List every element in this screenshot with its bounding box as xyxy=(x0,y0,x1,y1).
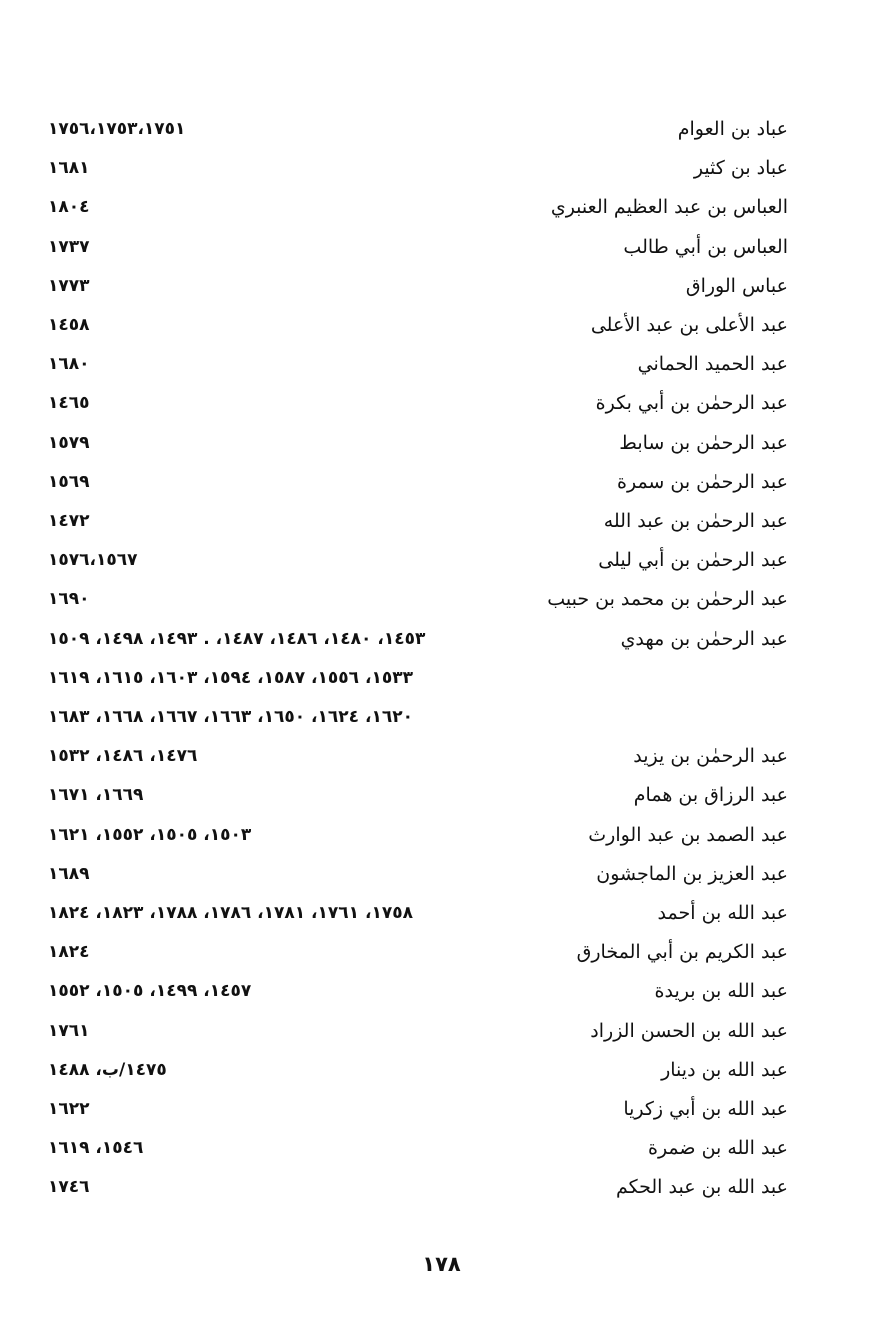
reference-numbers: ١٦٨٠ xyxy=(48,354,90,375)
entry-name: عباد بن كثير xyxy=(693,157,788,180)
entry-name: عبد الله بن الحسن الزراد xyxy=(590,1019,788,1042)
entry-name: عبد الرحمٰن بن عبد الله xyxy=(603,510,788,533)
index-entry xyxy=(48,933,788,972)
reference-numbers: ١٤٧٦، ١٤٨٦، ١٥٣٢ xyxy=(48,746,198,767)
reference-numbers: ١٦٦٩، ١٦٧١ xyxy=(48,785,144,806)
entry-name: عبد الرزاق بن همام xyxy=(633,784,788,807)
reference-numbers: ١٧٣٧ xyxy=(48,236,90,257)
entry-name: عبد الله بن عبد الحكم xyxy=(615,1176,788,1199)
entry-references xyxy=(48,345,90,384)
entry-name: عبد الأعلى بن عبد الأعلى xyxy=(590,314,788,337)
reference-numbers: ١٥٧٦،١٥٦٧ xyxy=(48,550,138,571)
reference-numbers: ١٤٧٥/ب، ١٤٨٨ xyxy=(48,1059,167,1080)
entry-name: عبد الله بن أحمد xyxy=(657,902,788,925)
index-entry xyxy=(48,1090,788,1129)
entry-references xyxy=(48,149,90,188)
index-entry xyxy=(48,894,788,933)
entry-name: عباد بن العوام xyxy=(677,118,788,140)
reference-numbers: ١٦٢٢ xyxy=(48,1099,90,1120)
reference-numbers: ١٥٣٣، ١٥٥٦، ١٥٨٧، ١٥٩٤، ١٦٠٣، ١٦١٥، ١٦١٩ xyxy=(48,667,413,688)
entry-references xyxy=(48,424,90,463)
entry-references xyxy=(48,306,90,345)
entry-references xyxy=(48,188,90,227)
reference-numbers: ١٦٩٠ xyxy=(48,589,90,610)
reference-numbers: ١٤٥٧، ١٤٩٩، ١٥٠٥، ١٥٥٢ xyxy=(48,981,252,1002)
entry-name: عبد الرحمٰن بن محمد بن حبيب xyxy=(547,588,788,611)
entry-references xyxy=(48,1051,167,1090)
entry-name: عبد العزيز بن الماجشون xyxy=(596,862,788,885)
reference-numbers: ١٦٢٠، ١٦٢٤، ١٦٥٠، ١٦٦٣، ١٦٦٧، ١٦٦٨، ١٦٨٣ xyxy=(48,707,413,728)
name-index-list xyxy=(48,110,788,1208)
entry-references xyxy=(48,894,413,933)
index-entry xyxy=(48,267,788,306)
entry-name: عبد الرحمٰن بن أبي بكرة xyxy=(595,392,788,415)
index-entry xyxy=(48,1012,788,1051)
index-entry xyxy=(48,463,788,502)
entry-name: العباس بن أبي طالب xyxy=(623,235,788,258)
entry-references xyxy=(48,267,90,306)
index-entry xyxy=(48,424,788,463)
reference-numbers: ١٧٥٨، ١٧٦١، ١٧٨١، ١٧٨٦، ١٧٨٨، ١٨٢٣، ١٨٢٤ xyxy=(48,903,413,924)
entry-name: عبد الحميد الحماني xyxy=(637,353,788,376)
entry-references xyxy=(48,1129,143,1168)
entry-references xyxy=(48,620,425,738)
index-entry xyxy=(48,384,788,423)
reference-numbers: ١٤٧٢ xyxy=(48,511,90,532)
index-entry xyxy=(48,1051,788,1090)
entry-name: عبد الصمد بن عبد الوارث xyxy=(588,823,788,846)
reference-numbers: ١٤٥٣، ١٤٨٠، ١٤٨٦، ١٤٨٧، . ١٤٩٣، ١٤٩٨، ١٥٠٩ xyxy=(48,628,426,649)
reference-numbers: ١٦٨١ xyxy=(48,158,90,179)
entry-name: عبد الرحمٰن بن يزيد xyxy=(633,745,788,768)
reference-numbers: ١٥٧٩ xyxy=(48,432,90,453)
entry-references xyxy=(48,580,90,619)
entry-references xyxy=(48,541,137,580)
entry-references xyxy=(48,776,143,815)
index-entry xyxy=(48,502,788,541)
index-entry xyxy=(48,816,788,855)
index-entry xyxy=(48,306,788,345)
entry-name: عبد الرحمٰن بن سابط xyxy=(619,431,788,454)
entry-references xyxy=(48,1012,90,1051)
entry-references xyxy=(48,816,251,855)
index-entry xyxy=(48,1129,788,1168)
entry-name: عبد الله بن دينار xyxy=(661,1058,788,1081)
entry-name: عبد الله بن ضمرة xyxy=(647,1137,788,1160)
entry-name: العباس بن عبد العظيم العنبري xyxy=(550,196,788,219)
reference-numbers: ١٥٠٣، ١٥٠٥، ١٥٥٢، ١٦٢١ xyxy=(48,824,252,845)
index-entry xyxy=(48,228,788,267)
entry-references xyxy=(48,502,90,541)
index-entry xyxy=(48,149,788,188)
page-number: ١٧٨ xyxy=(422,1252,461,1276)
entry-name: عبد الكريم بن أبي المخارق xyxy=(576,941,788,964)
reference-numbers: ١٧٥٦،١٧٥٣،١٧٥١ xyxy=(48,119,186,139)
index-entry xyxy=(48,776,788,815)
entry-references xyxy=(48,1168,90,1207)
entry-references xyxy=(48,737,197,776)
entry-name: عبد الله بن بريدة xyxy=(654,980,788,1003)
index-entry xyxy=(48,345,788,384)
index-entry xyxy=(48,1168,788,1207)
entry-references xyxy=(48,384,90,423)
index-entry xyxy=(48,620,788,738)
index-entry xyxy=(48,972,788,1011)
entry-references xyxy=(48,228,90,267)
reference-numbers: ١٨٢٤ xyxy=(48,942,90,963)
entry-references xyxy=(48,933,90,972)
entry-name: عبد الرحمٰن بن سمرة xyxy=(617,470,788,493)
reference-numbers: ١٥٦٩ xyxy=(48,471,90,492)
entry-references xyxy=(48,1090,90,1129)
entry-references xyxy=(48,855,90,894)
index-entry xyxy=(48,110,788,149)
index-entry xyxy=(48,580,788,619)
entry-references xyxy=(48,110,185,149)
reference-numbers: ١٤٥٨ xyxy=(48,315,90,336)
reference-numbers: ١٧٧٣ xyxy=(48,275,90,296)
entry-references xyxy=(48,972,251,1011)
entry-name: عباس الوراق xyxy=(685,274,788,297)
index-entry xyxy=(48,541,788,580)
reference-numbers: ١٦٨٩ xyxy=(48,863,90,884)
reference-numbers: ١٥٤٦، ١٦١٩ xyxy=(48,1138,144,1159)
reference-numbers: ١٨٠٤ xyxy=(48,197,90,218)
index-entry xyxy=(48,737,788,776)
reference-numbers: ١٤٦٥ xyxy=(48,393,90,414)
reference-numbers: ١٧٤٦ xyxy=(48,1177,90,1198)
entry-name: عبد الله بن أبي زكريا xyxy=(623,1098,788,1121)
entry-name: عبد الرحمٰن بن مهدي xyxy=(620,627,788,650)
entry-name: عبد الرحمٰن بن أبي ليلى xyxy=(598,549,788,572)
index-entry xyxy=(48,188,788,227)
reference-numbers: ١٧٦١ xyxy=(48,1020,90,1041)
index-entry xyxy=(48,855,788,894)
entry-references xyxy=(48,463,90,502)
